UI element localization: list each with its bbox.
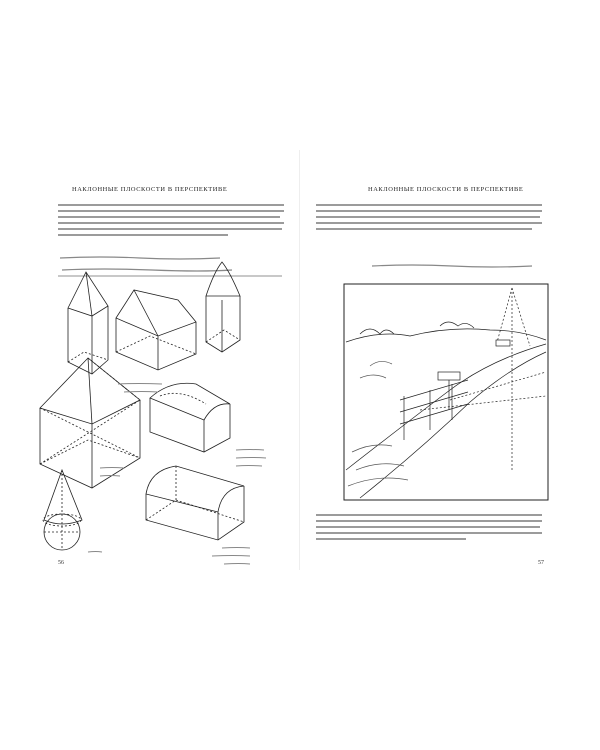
left-page-number: 56: [58, 560, 64, 566]
pyramid-house-drawing: [40, 358, 140, 488]
right-page-heading: НАКЛОННЫЕ ПЛОСКОСТИ В ПЕРСПЕКТИВЕ: [368, 186, 524, 193]
handwritten-caption-right: [372, 265, 532, 267]
caption-truncated-pyramid: [100, 468, 124, 469]
landscape-frame: [344, 284, 548, 500]
handwritten-caption-top-2: [62, 269, 232, 271]
left-page-heading: НАКЛОННЫЕ ПЛОСКОСТИ В ПЕРСПЕКТИВЕ: [72, 186, 228, 193]
dome-roof-drawing: [206, 262, 240, 352]
right-page: [300, 0, 600, 750]
caption-cone: [88, 552, 102, 553]
caption-pyramid-roofs: [118, 384, 162, 385]
right-page-number: 57: [538, 560, 544, 566]
handwritten-caption-top: [60, 257, 220, 259]
mansard-roof-drawing: [150, 383, 230, 452]
right-page-illustration: [300, 0, 600, 750]
right-page-caption-text: [316, 514, 542, 544]
landscape-drawing: [346, 288, 546, 498]
gable-roof-drawing: [116, 290, 196, 370]
caption-barrel-roof: [222, 548, 250, 549]
barrel-roof-drawing: [146, 466, 244, 540]
cone-drawing: [43, 470, 82, 550]
caption-mansard: [236, 450, 264, 451]
